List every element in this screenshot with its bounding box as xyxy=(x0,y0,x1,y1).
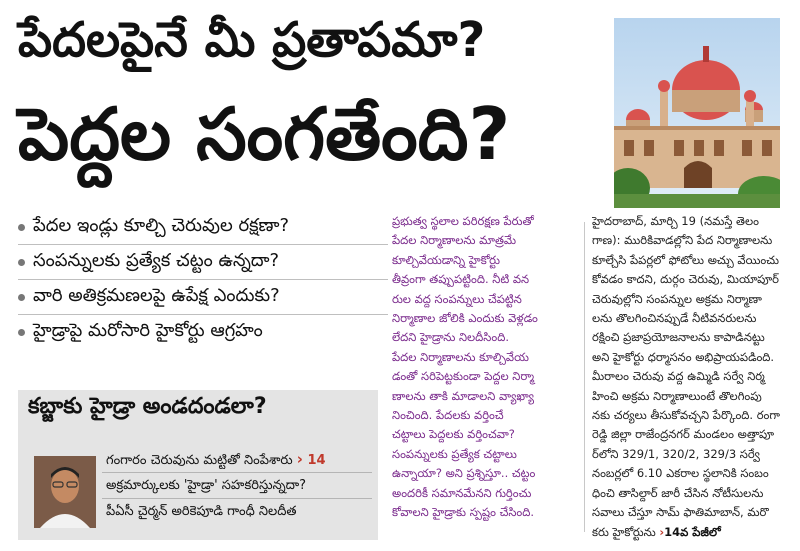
article-line: తీవ్రంగా తప్పుపట్టింది. నీటి వన xyxy=(392,272,530,287)
sidebar-box xyxy=(18,390,378,540)
bullet-item xyxy=(18,280,388,315)
article-line: నించింది. పేదలకు వర్తించే xyxy=(392,408,504,423)
bullet-text: హైడ్రాపై మరోసారి హైకోర్టు ఆగ్రహం xyxy=(33,319,263,341)
article-line: నిర్మాణాల జోలికి ఎందుకు వెళ్లడం xyxy=(392,311,538,326)
article-line: పేదల నిర్మాణాలను మాత్రమే xyxy=(392,233,517,248)
article-line: సంపన్నులకు ప్రత్యేక చట్టాలు xyxy=(392,446,517,461)
continued-page-reference xyxy=(659,525,720,539)
chevron-right-icon: › xyxy=(659,524,665,539)
article-line: కూల్చివేయడాన్ని హైకోర్టు xyxy=(392,252,500,267)
sidebar-item-text: పీఏసీ చైర్మన్ అరికెపూడి గాంధీ నిలదీత xyxy=(106,504,297,519)
article-line: రక్షించి ప్రజాప్రయోజనాలను కాపాడినట్టు xyxy=(592,330,765,345)
article-line-last xyxy=(592,523,788,542)
article-intro-column xyxy=(392,212,578,523)
sidebar-title: కబ్జాకు హైడ్రా అండదండలా? xyxy=(28,394,267,419)
article-line: ప్రభుత్వ స్థలాల పరిరక్షణ పేరుతో xyxy=(392,214,534,228)
bullet-item xyxy=(18,210,388,245)
article-line: చట్టాలు పెద్దలకు వర్తించవా? xyxy=(392,427,515,442)
divider xyxy=(102,498,372,499)
sidebar-item xyxy=(106,450,326,471)
article-line: ఉన్నాయా? అని ప్రశ్నిస్తూ.. చట్టం xyxy=(392,466,536,481)
article-line: హైదరాబాద్, మార్చి 19 (నమస్తే తెలం xyxy=(592,214,759,228)
article-line: ధించి తాసిల్దార్ జారీ చేసిన నోటీసులను xyxy=(592,485,764,500)
article-line: మీరాలం చెరువు వద్ద ఉమ్మిడి సర్వే నిర్మ xyxy=(592,369,765,384)
bullet-text: సంపన్నులకు ప్రత్యేక చట్టం ఉన్నదా? xyxy=(33,249,280,271)
article-body-column xyxy=(592,212,788,542)
sidebar-item xyxy=(106,504,297,522)
bullet-text: వారి అతిక్రమణలపై ఉపేక్ష ఎందుకు? xyxy=(33,284,280,306)
article-line: రెడ్డి జిల్లా రాజేంద్రనగర్ మండలం అత్తాపూ xyxy=(592,427,775,442)
article-line: నంబర్లలో 6.10 ఎకరాల స్థలానికి సంబం xyxy=(592,466,769,481)
bullet-dot-icon xyxy=(18,329,25,336)
chevron-right-icon: › xyxy=(296,450,303,468)
bullet-dot-icon xyxy=(18,224,25,231)
article-line: ర్‌లోని 329/1, 320/2, 329/3 సర్వే xyxy=(592,446,760,461)
column-divider xyxy=(584,222,585,532)
article-line: లను తొలగించినప్పుడే నీటివనరులను xyxy=(592,311,757,326)
bullet-dot-icon xyxy=(18,294,25,301)
sidebar-item-text: అక్రమార్కులకు 'హైడ్రా' సహకరిస్తున్నదా? xyxy=(106,478,306,493)
article-line: నకు చర్యలు తీసుకోవచ్చని పేర్కొంది. రంగా xyxy=(592,408,780,423)
article-line: హించి అక్రమ నిర్మాణాలుంటే తొలగింపు xyxy=(592,388,762,403)
article-line: కూల్చేసి పేపర్లలో ఫోటోలు అచ్చు వేయించు xyxy=(592,252,779,267)
bullet-text: పేదల ఇండ్లు కూల్చి చెరువుల రక్షణా? xyxy=(33,214,290,236)
sidebar-item xyxy=(106,478,306,496)
article-line: కోవాలని హైడ్రాకు స్పష్టం చేసింది. xyxy=(392,505,535,520)
article-line: చెరువుల్లోని సంపన్నుల అక్రమ నిర్మాణా xyxy=(592,291,762,306)
article-line: అందరికీ సమానమేనని గుర్తించు xyxy=(392,485,532,500)
page-reference-number: 14 xyxy=(307,453,326,468)
page-reference xyxy=(296,450,326,468)
person-photo xyxy=(34,456,96,528)
article-line: ణాలను తాకి మాడాలని వ్యాఖ్యా xyxy=(392,388,535,403)
bullet-item xyxy=(18,315,388,349)
article-line: సవాలు చేస్తూ సామ్ ఫాతిమాబాన్, మరొ xyxy=(592,505,769,520)
continued-page-text: 14వ పేజీలో xyxy=(664,524,721,539)
article-line: కోవడం కాదని, దుర్గం చెరువు, మియాపూర్ xyxy=(592,272,779,287)
article-line: లేదని హైడ్రాను నిలదీసింది. xyxy=(392,330,509,345)
article-line: పేదల నిర్మాణాలను కూల్చివేయ xyxy=(392,349,529,364)
divider xyxy=(102,472,372,473)
article-line: గాణ): మురికివాడల్లోని పేద నిర్మాణాలను xyxy=(592,233,773,248)
article-line: అని హైకోర్టు ధర్మాసనం అభిప్రాయపడింది. xyxy=(592,349,775,364)
headline-line2: పెద్దల సంగతేంది? xyxy=(18,92,511,176)
bullet-dot-icon xyxy=(18,259,25,266)
sidebar-item-text: గంగారం చెరువును మట్టితో నింపేశారు xyxy=(106,453,293,468)
high-court-photo xyxy=(614,18,780,208)
article-line: డంతో సరిపెట్టకుండా పెద్దల నిర్మా xyxy=(392,369,535,384)
bullet-item xyxy=(18,245,388,280)
headline-line1: పేదలపైనే మీ ప్రతాపమా? xyxy=(18,12,486,68)
article-line: రుల వద్ద సంపన్నులు చేపట్టిన xyxy=(392,291,522,306)
bullet-list xyxy=(18,210,388,349)
article-line-text: కరు హైకోర్టును xyxy=(592,524,656,539)
